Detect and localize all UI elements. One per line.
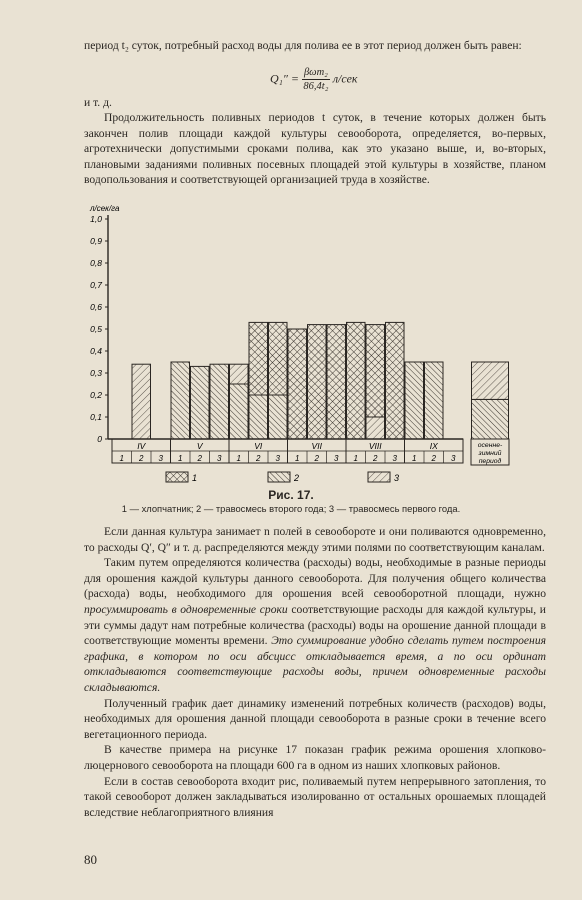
figure-legend-text: 1 — хлопчатник; 2 — травосмесь второго года; 3 — травосмесь первого года. <box>121 503 461 514</box>
decade-label: 1 <box>353 454 358 463</box>
chart-legend <box>166 472 399 483</box>
y-tick-label: 0,6 <box>90 302 102 312</box>
decade-label: 2 <box>197 454 202 463</box>
formula-numerator: βωm₂ <box>303 67 328 78</box>
formula <box>270 66 358 93</box>
paragraph-4 <box>84 555 546 695</box>
bar-segment <box>171 362 190 439</box>
y-tick-label: 0,8 <box>90 258 102 268</box>
top-paragraph <box>84 38 546 54</box>
decade-label: 3 <box>451 454 456 463</box>
month-label: VII <box>311 441 322 451</box>
y-tick-label: 0,4 <box>90 346 102 356</box>
top-paragraph-text: период t₂ суток, потребный расход воды для полива ее в этот период должен быть равен: <box>84 39 522 52</box>
y-tick-label: 0,5 <box>90 324 102 334</box>
bar-segment <box>269 322 288 395</box>
decade-label: 3 <box>334 454 339 463</box>
x-axis <box>108 439 509 465</box>
formula-unit: л/сек <box>332 71 358 86</box>
bar-segment <box>472 362 509 399</box>
extra-period-label: период <box>478 458 502 465</box>
extra-period-label: зимний <box>478 450 502 457</box>
paragraph-3: Если данная культура занимает n полей в севообороте и они поливаются одновременно, то расходы Q′, Q″ и т. д. распределяются между этими полями по соответствующим каналам. <box>84 525 546 554</box>
decade-label: 1 <box>178 454 183 463</box>
month-label: V <box>196 441 203 451</box>
legend-swatch-1 <box>166 472 188 482</box>
paragraph-2 <box>84 110 546 188</box>
decade-label: 3 <box>217 454 222 463</box>
bar-segment <box>347 322 366 439</box>
paragraph-4-part-1: Таким путем определяются количества (расходы) воды, необходимые в разные периоды для орошения каждой культуры данного севооборота. Для получения общего количества (расхода) воды, необходимого для орошения всей севооборотной площади, нужно <box>84 556 546 601</box>
y-tick-label: 1,0 <box>90 214 102 224</box>
month-label: VI <box>254 441 263 451</box>
decade-label: 2 <box>139 454 144 463</box>
y-tick-label: 0,7 <box>90 280 102 290</box>
bar-segment <box>472 399 509 439</box>
bar-segment <box>191 366 210 439</box>
figure-title: Рис. 17. <box>268 488 314 502</box>
legend-swatch-2 <box>268 472 290 482</box>
page-number: 80 <box>84 852 97 867</box>
legend-swatch-3 <box>368 472 390 482</box>
bar-segment <box>249 395 268 439</box>
month-label: IX <box>429 441 438 451</box>
legend-label: 3 <box>394 473 400 483</box>
bar-segment <box>230 384 249 439</box>
decade-label: 2 <box>256 454 261 463</box>
decade-label: 2 <box>373 454 378 463</box>
decade-label: 2 <box>431 454 436 463</box>
bar-segment <box>269 395 288 439</box>
legend-label: 2 <box>294 473 300 483</box>
chart-bars <box>132 322 509 439</box>
decade-label: 3 <box>275 454 280 463</box>
itd-text: и т. д. <box>84 96 112 109</box>
paragraph-2-text: Продолжительность поливных периодов t суток, в течение которых должен быть закончен полив площади каждой культуры севооборота, определяется, во-первых, агротехнически допустимыми сроками полива, как это указано выше, и, во-вторых, плановыми заданиями поливных посевных площадей этой культуры в хозяйстве, планом водопользования и соответствующей организацией труда в хозяйстве. <box>84 111 546 187</box>
extra-period-label: осенне- <box>477 442 503 449</box>
bar-segment <box>386 322 405 439</box>
month-label: IV <box>137 441 146 451</box>
formula-denominator: 86,4t₂ <box>303 81 329 92</box>
formula-lhs: Q₁″ = <box>270 71 299 86</box>
bar-segment <box>132 364 151 439</box>
legend-label: 1 <box>192 473 198 483</box>
decade-label: 1 <box>412 454 417 463</box>
y-tick-label: 0,1 <box>90 412 102 422</box>
paragraph-4-emphasis-2: Это суммирование удобно сделать путем построения графика, в котором по оси абсцисс откладывается время, а по оси ординат откладываются соответствующие расходы воды, причем одновременные расходы складываются. <box>84 634 546 694</box>
bar-segment <box>230 364 249 384</box>
y-tick-label: 0,9 <box>90 236 102 246</box>
irrigation-chart <box>78 196 548 486</box>
bar-segment <box>327 325 346 439</box>
paragraph-7: Если в состав севооборота входит рис, поливаемый путем непрерывного затопления, то такой севооборот должен закладываться изолированно от остальных орошаемых площадей вследствие неблагоприятного влияния <box>84 774 546 819</box>
paragraph-4-emphasis-1: просуммировать в одновременные сроки <box>84 602 288 616</box>
paragraph-4-part-2: соответствующие расходы для каждой культуры, и эти суммы дадут нам потребные количества (расходы) воды на орошение данной площади в соответствующие моменты времени. <box>84 602 546 648</box>
paragraph-6: В качестве примера на рисунке 17 показан график режима орошения хлопково-люцернового севооборота на площади 600 га в одном из наших хлопковых районов. <box>84 743 546 772</box>
decade-label: 2 <box>314 454 319 463</box>
y-axis-label: л/сек/га <box>90 204 120 213</box>
paragraph-5: Полученный график дает динамику изменений потребных количеств (расходов) воды, необходимых для орошения данной площади севооборота в разные сроки в течение всего вегетационного периода. <box>84 696 546 741</box>
bar-segment <box>249 322 268 395</box>
decade-label: 1 <box>119 454 124 463</box>
formula-fraction <box>302 66 330 93</box>
month-label: VIII <box>368 441 382 451</box>
y-axis <box>89 204 120 444</box>
decade-label: 3 <box>392 454 397 463</box>
bar-segment <box>210 364 229 439</box>
bar-segment <box>366 325 385 417</box>
body-text <box>84 524 546 820</box>
bar-segment <box>308 325 327 439</box>
bar-segment <box>425 362 444 439</box>
y-tick-label: 0 <box>97 434 102 444</box>
bar-segment <box>405 362 424 439</box>
decade-label: 3 <box>158 454 163 463</box>
y-tick-label: 0,3 <box>90 368 102 378</box>
bar-segment <box>366 417 385 439</box>
bar-segment <box>288 329 307 439</box>
y-tick-label: 0,2 <box>90 390 102 400</box>
decade-label: 1 <box>295 454 300 463</box>
decade-label: 1 <box>236 454 241 463</box>
